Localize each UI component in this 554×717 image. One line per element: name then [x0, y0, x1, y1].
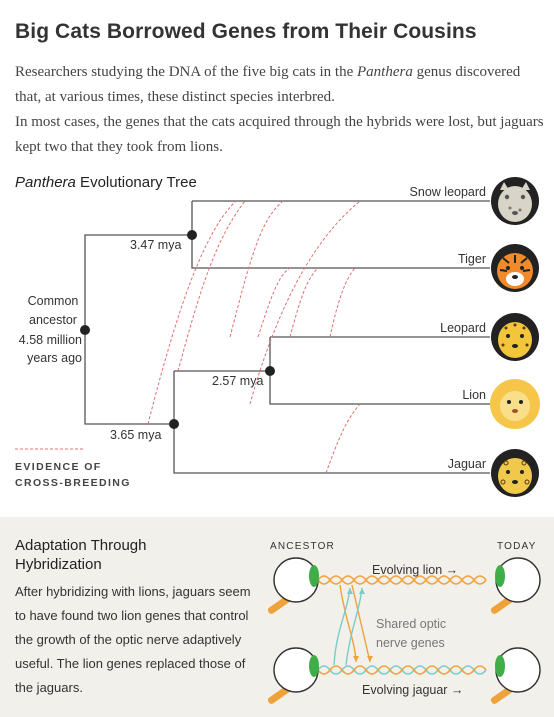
page-title: Big Cats Borrowed Genes from Their Cousins	[15, 20, 477, 43]
legend-line: CROSS-BREEDING	[15, 477, 131, 489]
shared-genes-line: Shared optic	[376, 617, 447, 631]
intro-line-2: In most cases, the genes that the cats acquired through the hybrids were lost, but jaguars kept two that they took from lions.	[15, 114, 544, 155]
node-mid-label: 2.57 mya	[212, 374, 264, 388]
eye-icon	[490, 558, 540, 615]
lion-dna-strand	[318, 576, 486, 584]
eye-icon	[267, 558, 319, 615]
intro-genus: Panthera	[357, 64, 413, 80]
intro-part: genus discovered that, at various times, these distinct species interbred.	[15, 64, 521, 105]
species-label-snow-leopard: Snow leopard	[409, 185, 486, 199]
root-age-line: years ago	[27, 351, 82, 365]
species-label-leopard: Leopard	[440, 321, 486, 335]
shared-genes-label	[376, 615, 446, 653]
eye-icon	[490, 648, 540, 705]
species-label-jaguar: Jaguar	[447, 457, 486, 471]
intro-part: Researchers studying the DNA of the five big cats in the	[15, 64, 357, 80]
jaguar-dna-strand	[318, 666, 486, 674]
tree-title-italic: Panthera	[15, 174, 76, 191]
arrowhead	[359, 588, 365, 594]
adaptation-title-line: Hybridization	[15, 556, 102, 573]
ancestor-label: ANCESTOR	[270, 541, 335, 552]
tree-title-rest: Evolutionary Tree	[75, 174, 197, 191]
shared-genes-line: nerve genes	[376, 636, 445, 650]
legend-line: EVIDENCE OF	[15, 461, 102, 473]
arrowhead	[353, 656, 359, 662]
jaguar-strand-label: Evolving jaguar →	[362, 683, 464, 697]
root-label-line: Common	[27, 294, 79, 308]
adaptation-body: After hybridizing with lions, jaguars seem to have found two lion genes that control the growth of the optic nerve adaptively useful. The lion genes replaced those of the jaguars.	[15, 584, 251, 695]
node-lower-label: 3.65 mya	[110, 428, 162, 442]
node-upper-label: 3.47 mya	[130, 238, 182, 252]
eye-icon	[267, 648, 319, 705]
arrowhead	[367, 656, 373, 662]
species-label-lion: Lion	[462, 388, 486, 402]
arrowhead	[347, 588, 353, 594]
today-label: TODAY	[497, 541, 537, 552]
lion-strand-label: Evolving lion →	[372, 563, 459, 577]
root-label-line: ancestor	[29, 313, 77, 327]
species-label-tiger: Tiger	[457, 252, 486, 266]
root-age-line: 4.58 million	[18, 333, 82, 347]
adaptation-title-line: Adaptation Through	[15, 537, 147, 554]
